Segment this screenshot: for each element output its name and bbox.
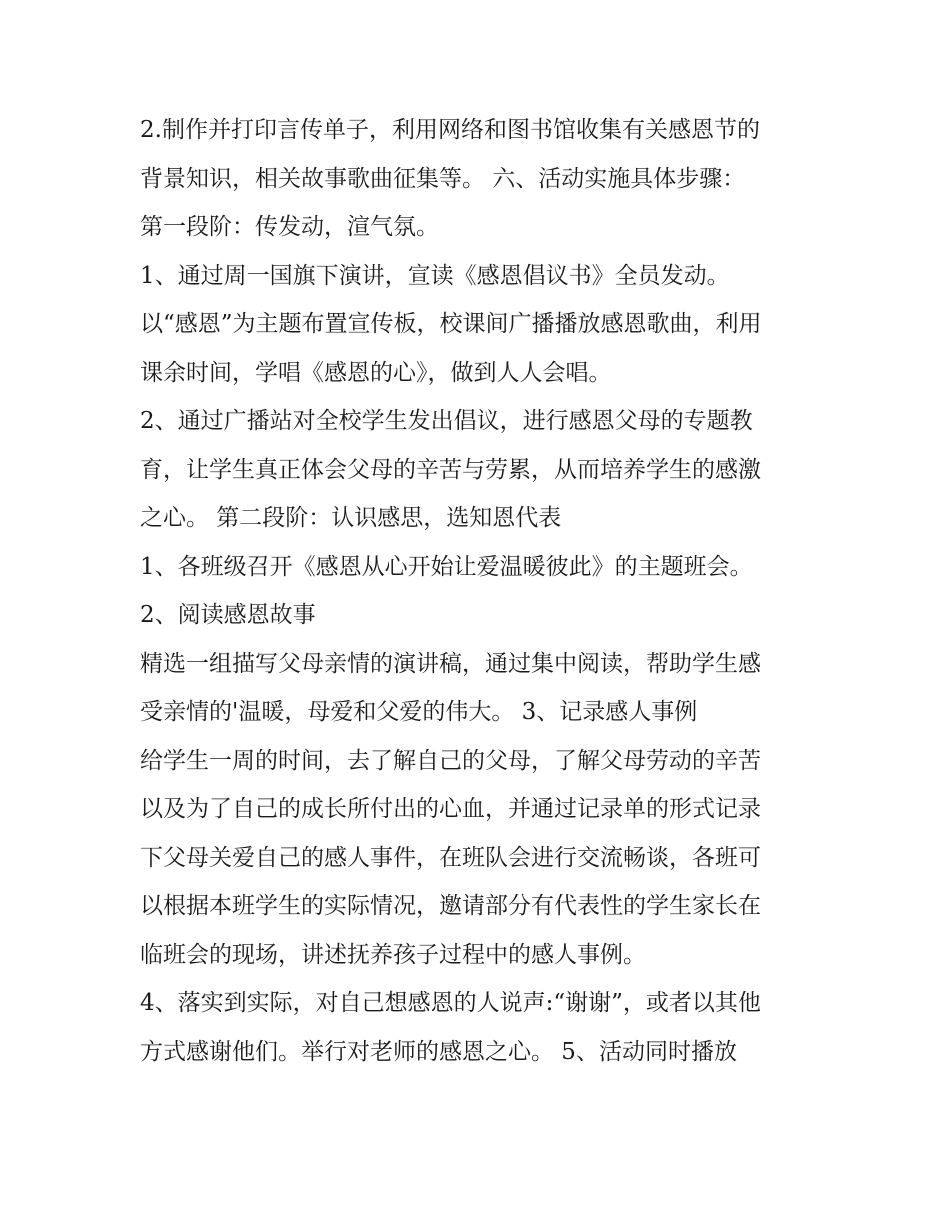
text-line: 1、通过周一国旗下演讲，宣读《感恩倡议书》全员发动。 [140,262,730,289]
text-line: 2、通过广播站对全校学生发出倡议，进行感恩父母的专题教 [140,408,753,434]
body-text [140,106,820,1076]
text-line: 2.制作并打印言传单子，利用网络和图书馆收集有关感恩节的 [140,117,760,143]
text-line: 以根据本班学生的实际情况，邀请部分有代表性的学生家长在 [140,893,761,919]
text-line: 2、阅读感恩故事 [140,602,316,628]
text-line: 精选一组描写父母亲情的演讲稿，通过集中阅读，帮助学生感 [140,650,761,677]
text-line: 以“感恩”为主题布置宣传板，校课间广播播放感恩歌曲，利用 [140,311,762,337]
text-line: 下父母关爱自己的感人事件，在班队会进行交流畅谈，各班可 [140,844,761,871]
text-line: 育，让学生真正体会父母的辛苦与劳累，从而培养学生的感激 [140,456,761,483]
text-line: 受亲情的'温暖，母爱和父爱的伟大。 3、记录感人事例 [140,699,698,725]
text-line: 以及为了自己的成长所付出的心血，并通过记录单的形式记录 [140,796,761,822]
text-line: 方式感谢他们。举行对老师的感恩之心。 5、活动同时播放 [140,1038,737,1065]
text-line: 4、落实到实际，对自己想感恩的人说声:“谢谢”，或者以其他 [140,990,761,1016]
text-line: 第一段阶：传发动，渲气氛。 [140,214,439,240]
text-line: 给学生一周的时间，去了解自己的父母，了解父母劳动的辛苦 [140,747,761,774]
text-line: 之心。 第二段阶：认识感思，选知恩代表 [140,505,562,531]
text-line: 课余时间，学唱《感恩的心》，做到人人会唱。 [140,359,612,386]
text-line: 临班会的现场，讲述抚养孩子过程中的感人事例。 [140,941,646,968]
text-line: 1、各班级召开《感恩从心开始让爱温暖彼此》的主题班会。 [140,553,753,580]
text-line: 背景知识，相关故事歌曲征集等。 六、活动实施具体步骤： [140,165,746,192]
